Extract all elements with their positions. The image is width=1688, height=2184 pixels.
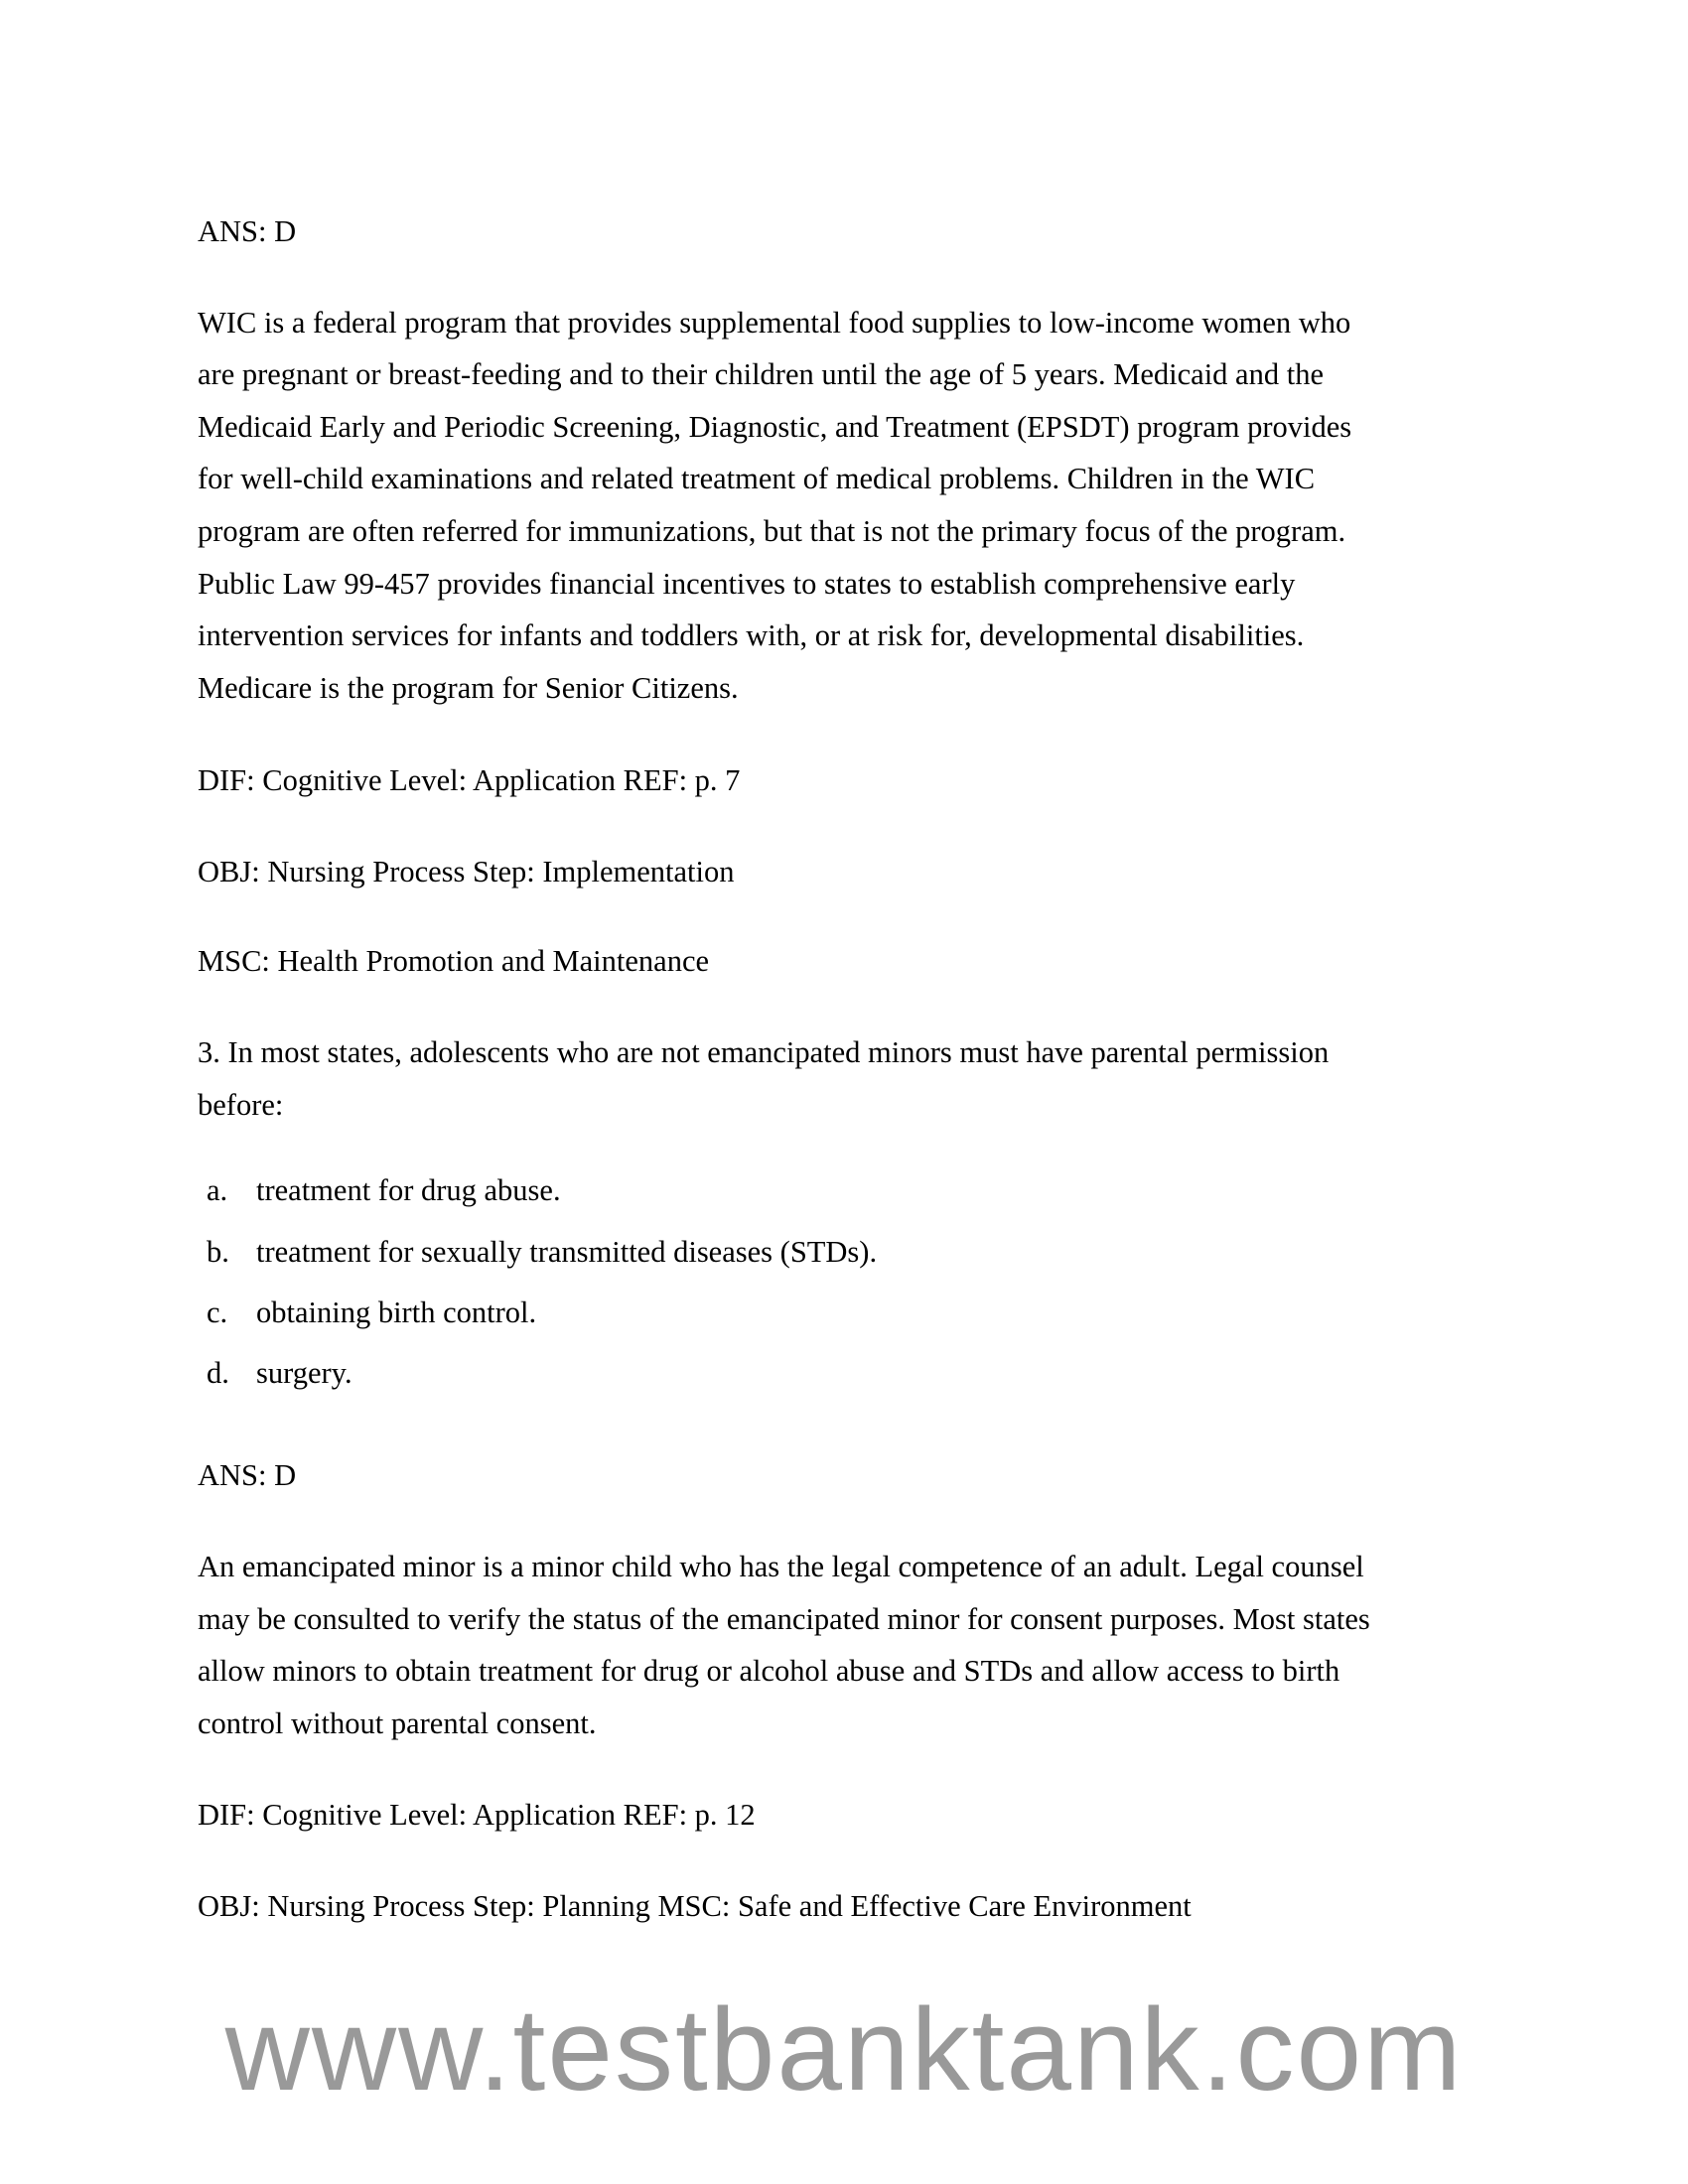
msc-q2: MSC: Health Promotion and Maintenance — [198, 944, 710, 978]
question-stem: 3. In most states, adolescents who are not emancipated minors must have parental permission — [198, 1035, 1330, 1069]
rationale-line: may be consulted to verify the status of the emancipated minor for consent purposes. Most states — [198, 1602, 1370, 1636]
answer-q3: ANS: D — [198, 1458, 297, 1492]
option-text: surgery. — [256, 1356, 352, 1390]
rationale-line: control without parental consent. — [198, 1706, 597, 1740]
option-letter: c. — [207, 1296, 228, 1329]
question-stem: before: — [198, 1088, 284, 1122]
option-letter: b. — [207, 1235, 229, 1269]
rationale-line: An emancipated minor is a minor child who has the legal competence of an adult. Legal counsel — [198, 1550, 1364, 1583]
answer-q2: ANS: D — [198, 214, 297, 248]
rationale-line: Medicaid Early and Periodic Screening, Diagnostic, and Treatment (EPSDT) program provides — [198, 410, 1352, 444]
option-text: treatment for sexually transmitted diseases (STDs). — [256, 1235, 878, 1269]
option-text: treatment for drug abuse. — [256, 1173, 561, 1207]
rationale-line: Public Law 99-457 provides financial incentives to states to establish comprehensive early — [198, 567, 1296, 601]
rationale-line: for well-child examinations and related treatment of medical problems. Children in the WIC — [198, 462, 1316, 495]
option-text: obtaining birth control. — [256, 1296, 537, 1329]
watermark: www.testbanktank.com — [224, 1984, 1464, 2116]
rationale-line: program are often referred for immunizations, but that is not the primary focus of the program. — [198, 514, 1346, 548]
difficulty-q3: DIF: Cognitive Level: Application REF: p. 12 — [198, 1798, 756, 1832]
rationale-line: allow minors to obtain treatment for drug or alcohol abuse and STDs and allow access to birth — [198, 1654, 1340, 1688]
rationale-line: WIC is a federal program that provides supplemental food supplies to low-income women who — [198, 306, 1351, 340]
objective-q2: OBJ: Nursing Process Step: Implementation — [198, 855, 735, 888]
rationale-line: are pregnant or breast-feeding and to their children until the age of 5 years. Medicaid and the — [198, 357, 1324, 391]
objective-q3: OBJ: Nursing Process Step: Planning MSC: Safe and Effective Care Environment — [198, 1889, 1192, 1923]
difficulty-q2: DIF: Cognitive Level: Application REF: p. 7 — [198, 763, 741, 797]
option-letter: a. — [207, 1173, 228, 1207]
option-letter: d. — [207, 1356, 229, 1390]
rationale-line: intervention services for infants and toddlers with, or at risk for, developmental disabilities. — [198, 618, 1305, 652]
rationale-line: Medicare is the program for Senior Citizens. — [198, 671, 739, 705]
